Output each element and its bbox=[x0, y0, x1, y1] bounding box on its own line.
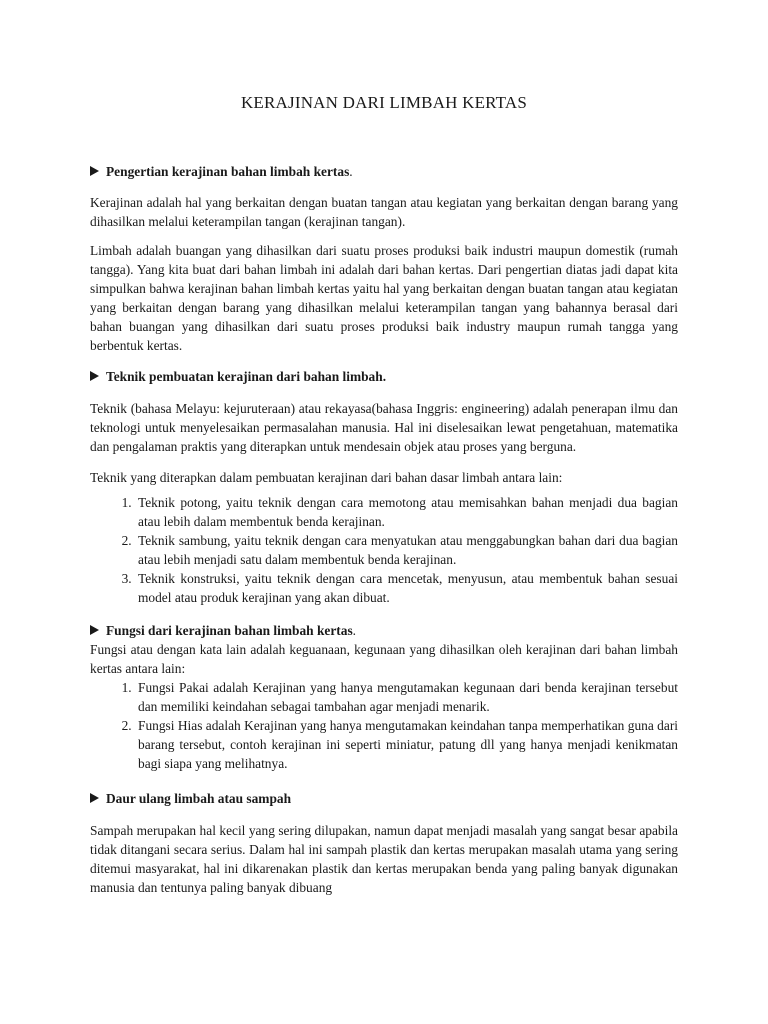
document-title: KERAJINAN DARI LIMBAH KERTAS bbox=[240, 93, 528, 112]
arrow-bullet-icon bbox=[90, 625, 99, 635]
list-item: 3. Teknik konstruksi, yaitu teknik dengan cara mencetak, menyusun, atau membentuk bahan sesuai model atau produk kerajinan yang akan dibuat. bbox=[135, 569, 678, 607]
arrow-bullet-icon bbox=[90, 166, 99, 176]
function-list bbox=[90, 678, 678, 773]
section-heading-daur-ulang bbox=[90, 789, 678, 808]
paragraph: Kerajinan adalah hal yang berkaitan dengan buatan tangan atau kegiatan yang berkaitan dengan barang yang dihasilkan melalui keterampilan tangan (kerajinan tangan). bbox=[90, 195, 678, 229]
section-heading-tail: . bbox=[349, 164, 353, 179]
paragraph: Sampah merupakan hal kecil yang sering dilupakan, namun dapat menjadi masalah yang sangat besar apabila tidak ditangani secara serius. Dalam hal ini sampah plastik dan kertas merupakan masalah utama yang sering ditemui masyarakat, hal ini dikarenakan plastik dan kertas merupakan benda yang paling banyak digunakan manusia dan tentunya paling banyak dibuang bbox=[90, 823, 678, 895]
list-item: 1. Fungsi Pakai adalah Kerajinan yang hanya mengutamakan kegunaan dari benda kerajinan tersebut dan memiliki keindahan sebagai tambahan agar menjadi menarik. bbox=[135, 678, 678, 716]
paragraph: Teknik (bahasa Melayu: kejuruteraan) atau rekayasa(bahasa Inggris: engineering) adalah penerapan ilmu dan teknologi untuk menyelesaikan permasalahan manusia. Hal ini diselesaikan lewat pengetahuan, matematika dan pengalaman praktis yang diterapkan untuk mendesain objek atau proses yang berguna. bbox=[90, 401, 678, 454]
arrow-bullet-icon bbox=[90, 793, 99, 803]
section-heading-teknik bbox=[90, 367, 678, 386]
section-heading-text: Daur ulang limbah atau sampah bbox=[106, 791, 292, 806]
paragraph: Limbah adalah buangan yang dihasilkan dari suatu proses produksi baik industri maupun domestik (rumah tangga). Yang kita buat dari bahan limbah ini adalah dari bahan kertas. Dari pengertian diatas jadi dapat kita simpulkan bahwa kerajinan bahan limbah kertas yaitu hal yang berkaitan dengan buatan tangan atau kegiatan yang berkaitan dengan barang yang dihasilkan melalui keterampilan tangan yang bahannya berasal dari bahan buangan yang dihasilkan dari suatu proses produksi baik industry maupun rumah tangga yang berbentuk kertas. bbox=[90, 243, 678, 353]
paragraph: Teknik yang diterapkan dalam pembuatan kerajinan dari bahan dasar limbah antara lain: bbox=[90, 470, 563, 485]
list-item: 2. Teknik sambung, yaitu teknik dengan cara menyatukan atau menggabungkan bahan dari dua bagian atau lebih menjadi satu dalam membentuk benda kerajinan. bbox=[135, 531, 678, 569]
section-heading-text: Pengertian kerajinan bahan limbah kertas bbox=[106, 164, 350, 179]
section-heading-text: Teknik pembuatan kerajinan dari bahan limbah. bbox=[106, 369, 387, 384]
technique-list bbox=[90, 493, 678, 607]
arrow-bullet-icon bbox=[90, 371, 99, 381]
section-heading-tail: . bbox=[352, 623, 357, 638]
list-item: 2. Fungsi Hias adalah Kerajinan yang hanya mengutamakan keindahan tanpa memperhatikan guna dari barang tersebut, contoh kerajinan ini seperti miniatur, patung dll yang hanya menjadi kenikmatan bagi siapa yang melihatnya. bbox=[135, 716, 678, 773]
section-heading-pengertian bbox=[90, 162, 678, 181]
section-heading-fungsi bbox=[90, 621, 678, 640]
paragraph: Fungsi atau dengan kata lain adalah keguanaan, kegunaan yang dihasilkan oleh kerajinan dari bahan limbah kertas antara lain: bbox=[90, 642, 678, 676]
section-heading-text: Fungsi dari kerajinan bahan limbah kertas bbox=[106, 623, 353, 638]
list-item: 1. Teknik potong, yaitu teknik dengan cara memotong atau memisahkan bahan menjadi dua bagian atau lebih dalam membentuk benda kerajinan. bbox=[135, 493, 678, 531]
